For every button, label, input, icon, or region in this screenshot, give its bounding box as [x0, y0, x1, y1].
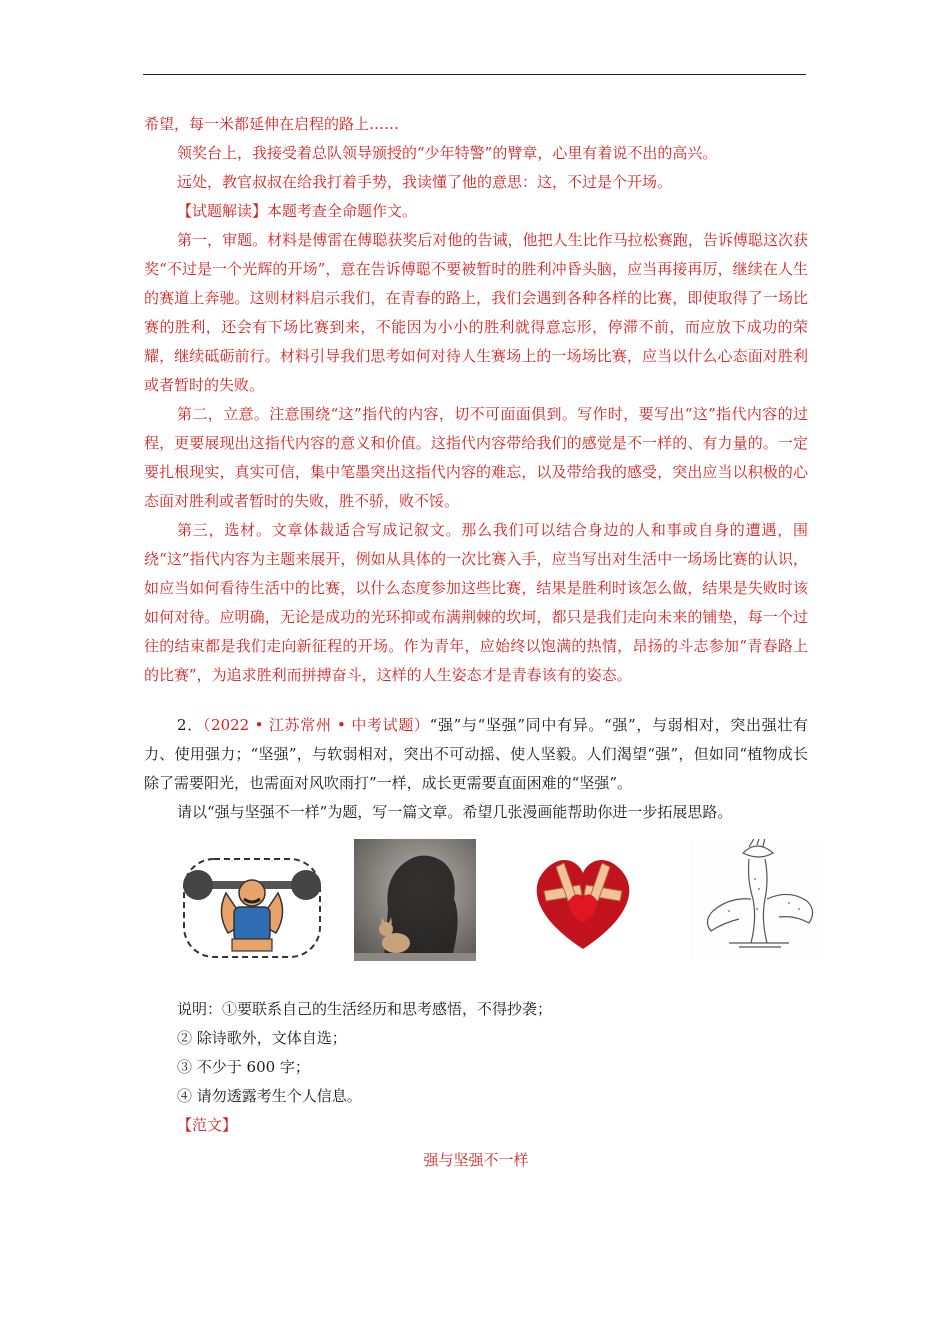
analysis-paragraph-3: 第三，选材。文章体裁适合写成记叙文。那么我们可以结合身边的人和事或自身的遭遇，围绕“这”指代内容为主题来展开，例如从具体的一次比赛入手，应当写出对生活中一场场比赛的认识，如应当如何看待生活中的比赛，以什么态度参加这些比赛，结果是胜利时该怎么做，结果是失败时该如何对待。应明确，无论是成功的光环抑或布满荆棘的坎坷，都只是我们走向未来的铺垫，每一个过往的结束都是我们走向新征程的开场。作为青年，应始终以饱满的热情，昂扬的斗志参加“青春路上的比赛”，为追求胜利而拼搏奋斗，这样的人生姿态才是青春该有的姿态。 — [144, 521, 808, 684]
text-line: 希望，每一米都延伸在启程的路上…… — [144, 115, 400, 133]
question-2 — [144, 711, 808, 798]
question-source: （2022 • 江苏常州 • 中考试题） — [202, 716, 430, 734]
text-line: 领奖台上，我接受着总队领导颁授的“少年特警”的臂章，心里有着说不出的高兴。 — [177, 144, 718, 162]
note-item: ③ 不少于 600 字； — [177, 1058, 310, 1076]
cat-lion-shadow-image — [354, 839, 476, 961]
analysis-label: 【试题解读】本题考查全命题作文。 — [177, 202, 418, 220]
text-line: 远处，教官叔叔在给我打着手势，我读懂了他的意思：这，不过是个开场。 — [177, 173, 673, 191]
note-item: 说明：①要联系自己的生活经历和思考感悟，不得抄袭； — [177, 1000, 553, 1018]
instructions — [144, 995, 808, 1140]
header-rule — [143, 74, 806, 75]
analysis-paragraph-2: 第二，立意。注意围绕“这”指代的内容，切不可面面俱到。写作时，要写出“这”指代内容的过程，更要展现出这指代内容的意义和价值。这指代内容带给我们的感觉是不一样的、有力量的。一定要扎根现实，真实可信，集中笔墨突出这指代内容的难忘，以及带给我的感受，突出应当以积极的心态面对胜利或者暂时的失败，胜不骄，败不馁。 — [144, 405, 808, 510]
model-essay-label: 【范文】 — [177, 1116, 238, 1134]
document-body — [144, 110, 808, 1175]
essay-title: 强与坚强不一样 — [423, 1151, 529, 1169]
cartoon-images — [144, 839, 808, 981]
cactus-sketch-image — [689, 839, 825, 961]
question-body: “强”与“坚强”同中有异。“强”，与弱相对，突出强壮有力、使用强力；“坚强”，与软弱相对，突出不可动摇、使人坚毅。人们渴望“强”，但如同“植物成长除了需要阳光，也需面对风吹雨打”一样，成长更需要直面困难的“坚强”。 — [144, 716, 809, 792]
note-item: ④ 请勿透露考生个人信息。 — [177, 1087, 362, 1105]
heart-hands-image — [524, 839, 642, 961]
analysis-paragraph-1: 第一，审题。材料是傅雷在傅聪获奖后对他的告诫，他把人生比作马拉松赛跑，告诉傅聪这次获奖“不过是一个光辉的开场”，意在告诉傅聪不要被暂时的胜利冲昏头脑，应当再接再厉，继续在人生的赛道上奔驰。这则材料启示我们，在青春的路上，我们会遇到各种各样的比赛，即使取得了一场比赛的胜利，还会有下场比赛到来，不能因为小小的胜利就得意忘形，停滞不前，而应放下成功的荣耀，继续砥砺前行。材料引导我们思考如何对待人生赛场上的一场场比赛，应当以什么心态面对胜利或者暂时的失败。 — [144, 231, 808, 394]
note-item: ② 除诗歌外，文体自选； — [177, 1029, 347, 1047]
question-prompt: 请以“强与坚强不一样”为题，写一篇文章。希望几张漫画能帮助你进一步拓展思路。 — [177, 803, 733, 821]
strongman-cartoon-image — [176, 853, 328, 963]
question-number: 2． — [177, 716, 203, 734]
